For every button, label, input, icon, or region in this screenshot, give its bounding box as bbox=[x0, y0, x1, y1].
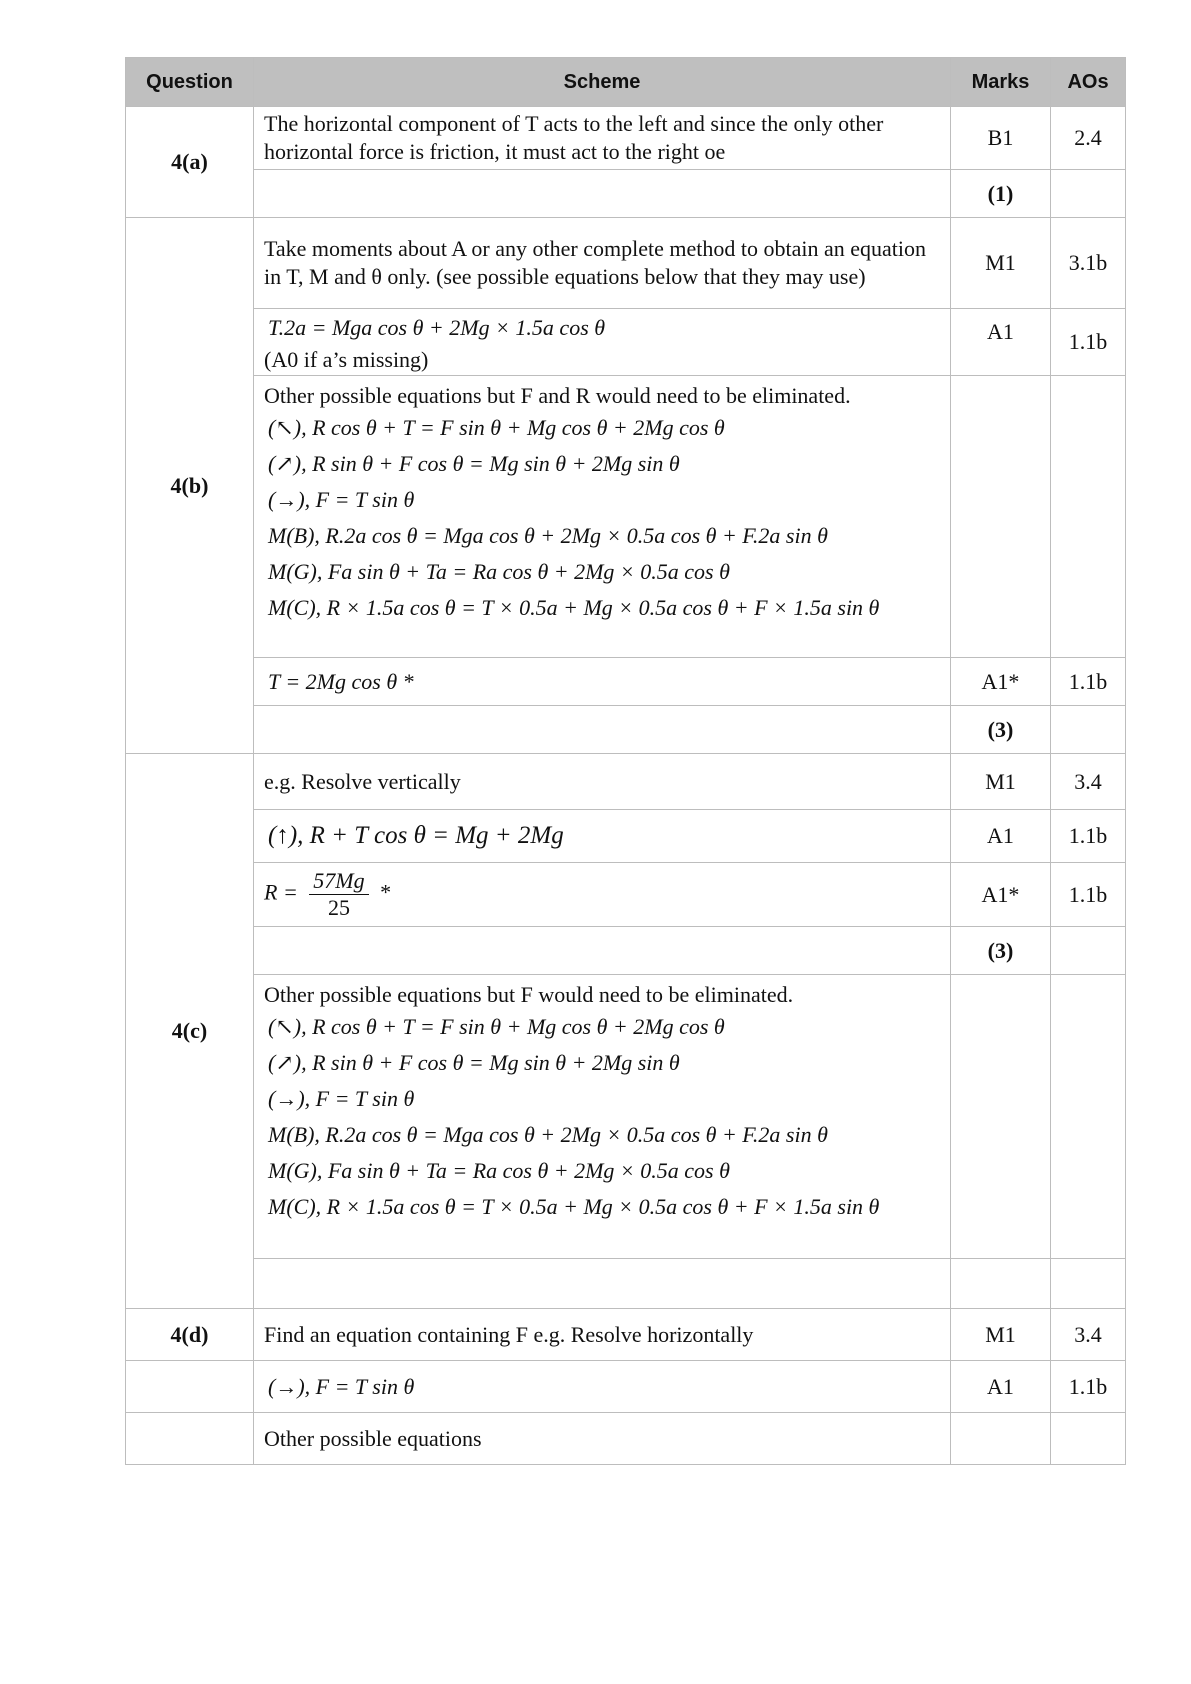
mark-4a: B1 bbox=[951, 107, 1051, 170]
table-row bbox=[126, 218, 1126, 309]
equation-line: (↖), R cos θ + T = F sin θ + Mg cos θ + 2Mg cos θ bbox=[268, 1014, 725, 1039]
question-label-4b: 4(b) bbox=[126, 218, 254, 754]
mark-4c-3: A1* bbox=[951, 863, 1051, 927]
other-equations-intro-4c: Other possible equations but F would need to be eliminated. bbox=[264, 982, 794, 1007]
total-4a: (1) bbox=[951, 170, 1051, 218]
table-row bbox=[126, 863, 1126, 927]
table-row bbox=[126, 754, 1126, 810]
scheme-text-4d-other: Other possible equations bbox=[254, 1413, 951, 1465]
equation-line: M(C), R × 1.5a cos θ = T × 0.5a + Mg × 0.5a cos θ + F × 1.5a sin θ bbox=[268, 595, 880, 620]
table-row bbox=[126, 658, 1126, 706]
equation-line: M(B), R.2a cos θ = Mga cos θ + 2Mg × 0.5a cos θ + F.2a sin θ bbox=[268, 523, 828, 548]
ao-4c-2: 1.1b bbox=[1051, 810, 1126, 863]
header-question: Question bbox=[126, 58, 254, 107]
question-label-4c: 4(c) bbox=[126, 754, 254, 1309]
mark-4c-1: M1 bbox=[951, 754, 1051, 810]
table-row bbox=[126, 1259, 1126, 1309]
result-4c-fraction bbox=[309, 868, 368, 921]
scheme-text-4c: e.g. Resolve vertically bbox=[254, 754, 951, 810]
table-row bbox=[126, 309, 1126, 376]
table-row bbox=[126, 170, 1126, 218]
scheme-text-4d: Find an equation containing F e.g. Resolve horizontally bbox=[254, 1309, 951, 1361]
ao-4b-3: 1.1b bbox=[1051, 658, 1126, 706]
equation-line: (↗), R sin θ + F cos θ = Mg sin θ + 2Mg sin θ bbox=[268, 451, 680, 476]
mark-4b-1: M1 bbox=[951, 218, 1051, 309]
equation-line: (↗), R sin θ + F cos θ = Mg sin θ + 2Mg sin θ bbox=[268, 1050, 680, 1075]
note-4b: (A0 if a’s missing) bbox=[264, 347, 429, 372]
equation-line: (→), F = T sin θ bbox=[268, 487, 415, 512]
table-row bbox=[126, 975, 1126, 1259]
total-4c: (3) bbox=[951, 927, 1051, 975]
equation-line: (↖), R cos θ + T = F sin θ + Mg cos θ + 2Mg cos θ bbox=[268, 415, 725, 440]
equation-line: M(G), Fa sin θ + Ta = Ra cos θ + 2Mg × 0.5a cos θ bbox=[268, 559, 730, 584]
table-row bbox=[126, 1413, 1126, 1465]
other-equations-intro-4b: Other possible equations but F and R would need to be eliminated. bbox=[264, 383, 851, 408]
equation-line: M(G), Fa sin θ + Ta = Ra cos θ + 2Mg × 0.5a cos θ bbox=[268, 1158, 730, 1183]
fraction-denominator: 25 bbox=[327, 895, 350, 920]
result-4b: T = 2Mg cos θ * bbox=[268, 668, 414, 694]
ao-4a: 2.4 bbox=[1051, 107, 1126, 170]
fraction-numerator: 57Mg bbox=[309, 868, 368, 895]
total-4b: (3) bbox=[951, 706, 1051, 754]
header-aos: AOs bbox=[1051, 58, 1126, 107]
equation-line: M(B), R.2a cos θ = Mga cos θ + 2Mg × 0.5a cos θ + F.2a sin θ bbox=[268, 1122, 828, 1147]
result-4c-lhs: R = bbox=[264, 879, 298, 905]
equation-line: (→), F = T sin θ bbox=[268, 1086, 415, 1111]
scheme-text-4a: The horizontal component of T acts to the left and since the only other horizontal force is friction, it must act to the right oe bbox=[254, 107, 951, 170]
table-row bbox=[126, 810, 1126, 863]
table-row bbox=[126, 376, 1126, 658]
ao-4b-1: 3.1b bbox=[1051, 218, 1126, 309]
table-row bbox=[126, 1309, 1126, 1361]
mark-4d-1: M1 bbox=[951, 1309, 1051, 1361]
equation-4c-resolve: (↑), R + T cos θ = Mg + 2Mg bbox=[268, 822, 564, 849]
scheme-text-4b: Take moments about A or any other complete method to obtain an equation in T, M and θ only. (see possible equations below that they may use) bbox=[254, 218, 951, 309]
result-4c-star: * bbox=[380, 879, 392, 905]
ao-4c-3: 1.1b bbox=[1051, 863, 1126, 927]
mark-4c-2: A1 bbox=[951, 810, 1051, 863]
ao-4d-1: 3.4 bbox=[1051, 1309, 1126, 1361]
ao-4b-2: 1.1b bbox=[1051, 309, 1126, 376]
header-marks: Marks bbox=[951, 58, 1051, 107]
equation-4d-resolve: (→), F = T sin θ bbox=[268, 1373, 415, 1399]
ao-4d-2: 1.1b bbox=[1051, 1361, 1126, 1413]
mark-4d-2: A1 bbox=[951, 1361, 1051, 1413]
mark-scheme-table bbox=[125, 57, 1126, 1465]
header-row bbox=[126, 58, 1126, 107]
ao-4c-1: 3.4 bbox=[1051, 754, 1126, 810]
equation-line: M(C), R × 1.5a cos θ = T × 0.5a + Mg × 0.5a cos θ + F × 1.5a sin θ bbox=[268, 1194, 880, 1219]
table-row bbox=[126, 107, 1126, 170]
question-label-4d: 4(d) bbox=[126, 1309, 254, 1361]
header-scheme: Scheme bbox=[254, 58, 951, 107]
question-label-4a: 4(a) bbox=[126, 107, 254, 218]
table-row bbox=[126, 706, 1126, 754]
table-row bbox=[126, 1361, 1126, 1413]
equation-4b-moments: T.2a = Mga cos θ + 2Mg × 1.5a cos θ bbox=[268, 315, 606, 340]
table-row bbox=[126, 927, 1126, 975]
mark-4b-2: A1 bbox=[951, 309, 1051, 376]
mark-4b-3: A1* bbox=[951, 658, 1051, 706]
